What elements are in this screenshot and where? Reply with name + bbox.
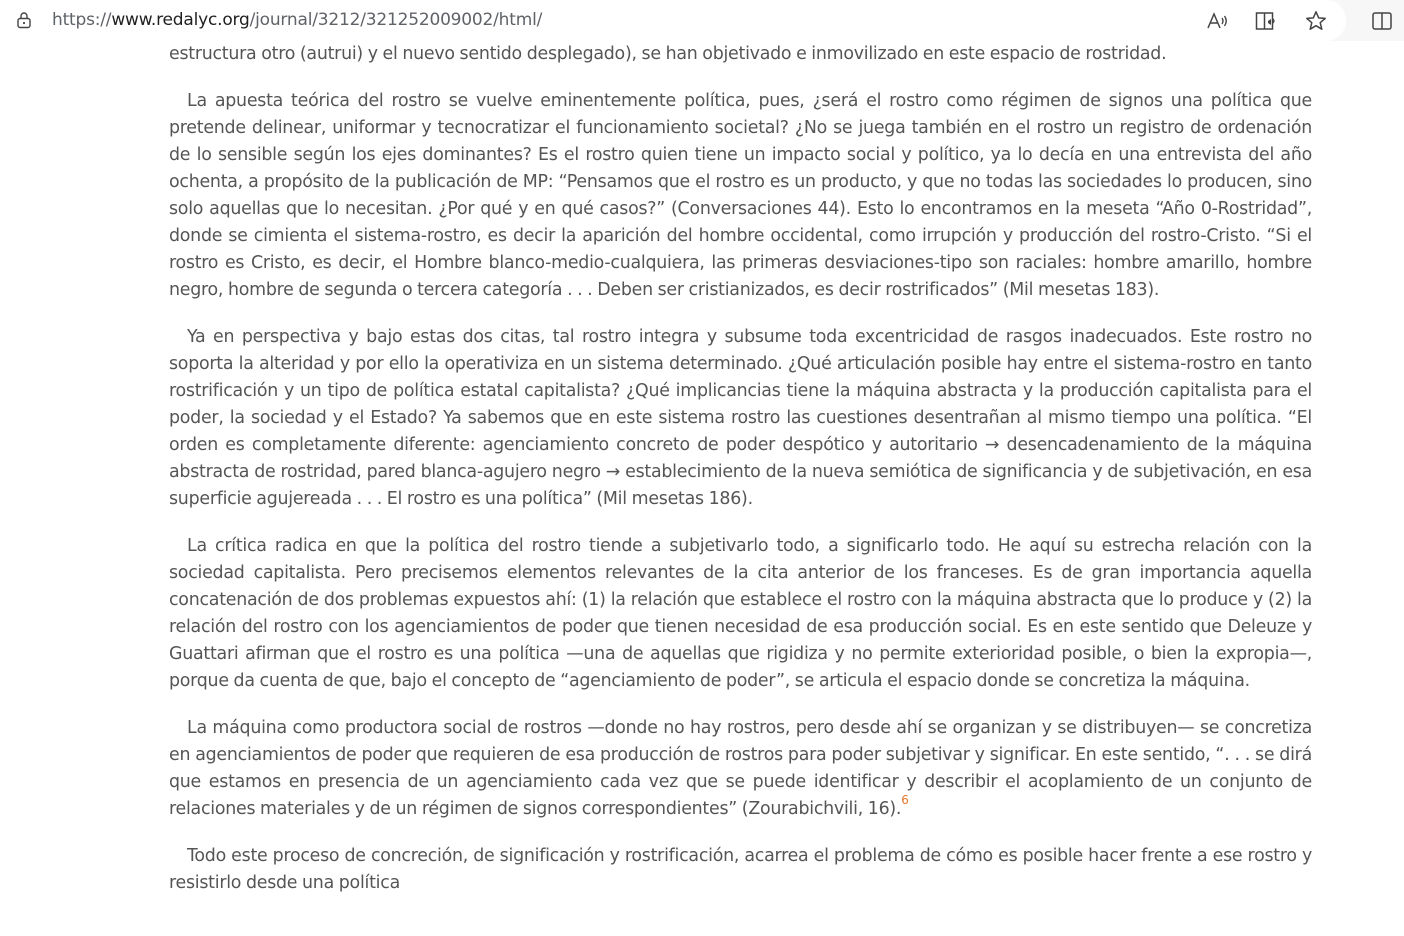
read-aloud-icon[interactable] xyxy=(1205,9,1229,33)
paragraph: Ya en perspectiva y bajo estas dos citas, tal rostro integra y subsume toda excentricidad de rasgos inadecuados. Este rostro no soporta la alteridad y por ello la operativiza en un sistema determinado. ¿Qué articulación posible hay entre el sistema-rostro en tanto rostrificación y un tipo de política estatal capitalista? ¿Qué implicancias tiene la máquina abstracta y la producción capitalista para el poder, la sociedad y el Estado? Ya sabemos que en este sistema rostro las cuestiones desentrañan al mismo tiempo una política. “El orden es completamente diferente: agenciamiento concreto de poder despótico y autoritario → desencadenamiento de la máquina abstracta de rostridad, pared blanca-agujero negro → establecimiento de la nueva semiótica de significancia y de subjetivación, en esa superficie agujereada . . . El rostro es una política” (Mil mesetas 186). xyxy=(169,327,1312,509)
immersive-reader-icon[interactable] xyxy=(1254,9,1278,33)
lock-icon[interactable] xyxy=(14,10,34,30)
browser-toolbar xyxy=(0,0,1404,41)
url-prefix: https:// xyxy=(52,10,112,30)
paragraph: Todo este proceso de concreción, de significación y rostrificación, acarrea el problema de cómo es posible hacer frente a ese rostro y resistirlo desde una política xyxy=(169,846,1312,893)
footnote-link[interactable]: 6 xyxy=(901,793,909,808)
address-bar[interactable] xyxy=(0,0,1346,41)
paragraph-text: La máquina como productora social de rostros —donde no hay rostros, pero desde ahí se organizan y se distribuyen— se concretiza en agenciamientos de poder que requieren de esa producción de rostros para poder subjetivar y significar. En este sentido, “. . . se dirá que estamos en presencia de un agenciamiento cada vez que se puede identificar y describir el acoplamiento de un conjunto de relaciones materiales y de un régimen de signos correspondientes” (Zourabichvili, 16). xyxy=(169,718,1312,819)
url-host: www.redalyc.org xyxy=(111,10,250,30)
article-body xyxy=(169,41,1312,936)
paragraph: estructura otro (autrui) y el nuevo sentido desplegado), se han objetivado e inmovilizado en este espacio de rostridad. xyxy=(169,44,1167,64)
url-path: /journal/3212/321252009002/html/ xyxy=(249,10,543,30)
paragraph: La crítica radica en que la política del rostro tiende a subjetivarlo todo, a significarlo todo. He aquí su estrecha relación con la sociedad capitalista. Pero precisemos elementos relevantes de la cita anterior de los franceses. Es de gran importancia aquella concatenación de dos problemas expuestos ahí: (1) la relación que establece el rostro con la máquina abstracta que lo produce y (2) la relación del rostro con los agenciamientos de poder que tienen necesidad de esa producción social. Es en este sentido que Deleuze y Guattari afirman que el rostro es una política —una de aquellas que rigidiza y no permite exterioridad posible, o bien la expropia—, porque da cuenta de que, bajo el concepto de “agenciamiento de poder”, se articula el espacio donde se concretiza la máquina. xyxy=(169,536,1312,691)
paragraph xyxy=(169,715,1312,823)
split-screen-icon[interactable] xyxy=(1370,9,1394,33)
paragraph: La apuesta teórica del rostro se vuelve eminentemente política, pues, ¿será el rostro como régimen de signos una política que pretende delinear, uniformar y tecnocratizar el funcionamiento societal? ¿No se juega también en el rostro un registro de ordenación de lo sensible según los ejes dominantes? Es el rostro quien tiene un impacto social y político, ya lo decía en una entrevista del año ochenta, a propósito de la publicación de MP: “Pensamos que el rostro es un producto, y que no todas las sociedades lo producen, sino solo aquellas que lo necesitan. ¿Por qué y en qué casos?” (Conversaciones 44). Esto lo encontramos en la meseta “Año 0-Rostridad”, donde se cimienta el sistema-rostro, es decir la aparición del hombre occidental, como irrupción y producción del rostro-Cristo. “Si el rostro es Cristo, es decir, el Hombre blanco-medio-cualquiera, las primeras desviaciones-tipo son raciales: hombre amarillo, hombre negro, hombre de segunda o tercera categoría . . . Deben ser cristianizados, es decir rostrificados” (Mil mesetas 183). xyxy=(169,91,1312,300)
favorite-star-icon[interactable] xyxy=(1304,9,1328,33)
url-text[interactable] xyxy=(52,9,542,31)
